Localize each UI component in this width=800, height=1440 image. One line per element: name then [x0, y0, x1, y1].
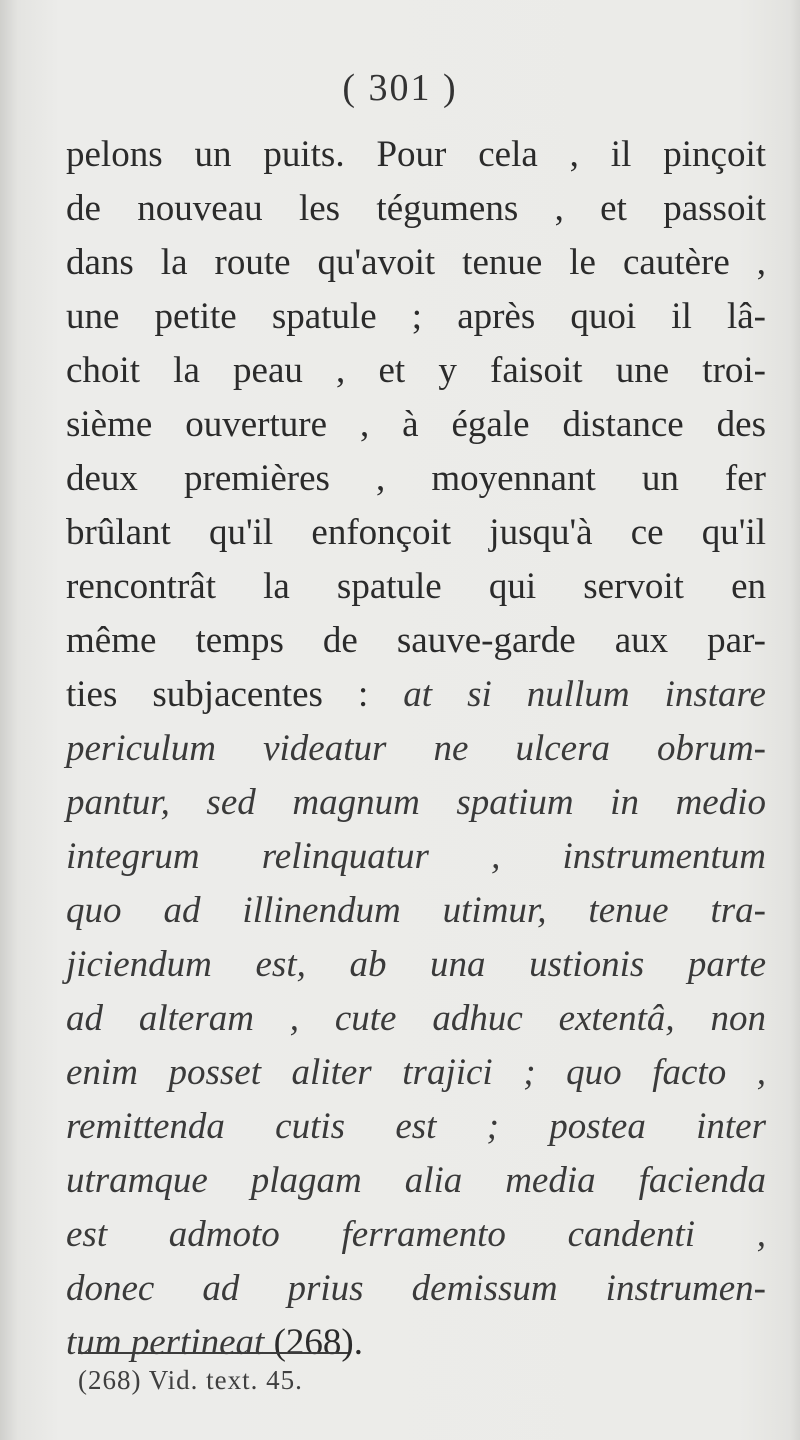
text-line: deux premières , moyennant un fer	[66, 458, 766, 499]
text-line-italic: remittenda cutis est ; postea inter	[66, 1106, 766, 1147]
text-line-italic: enim posset aliter trajici ; quo facto ,	[66, 1052, 766, 1093]
footnote: (268) Vid. text. 45.	[78, 1365, 303, 1395]
text-line: une petite spatule ; après quoi il lâ-	[66, 296, 766, 337]
text-roman: ties subjacentes :	[66, 674, 369, 715]
text-line: sième ouverture , à égale distance des	[66, 404, 766, 445]
page-number: ( 301 )	[342, 67, 458, 109]
text-line: pelons un puits. Pour cela , il pinçoit	[66, 134, 766, 175]
text-line-italic: quo ad illinendum utimur, tenue tra-	[66, 890, 766, 931]
text-line: choit la peau , et y faisoit une troi-	[66, 350, 766, 391]
text-line-italic: ad alteram , cute adhuc extentâ, non	[66, 998, 766, 1039]
text-line-italic: pantur, sed magnum spatium in medio	[66, 782, 766, 823]
text-italic: at si nullum instare	[368, 674, 766, 715]
text-line-italic: utramque plagam alia media facienda	[66, 1160, 766, 1201]
text-italic: tum pertineat	[66, 1322, 265, 1363]
text-line-italic: donec ad prius demissum instrumen-	[66, 1268, 766, 1309]
text-line: de nouveau les tégumens , et passoit	[66, 188, 766, 229]
footnote-rule	[78, 1352, 348, 1354]
text-line: brûlant qu'il enfonçoit jusqu'à ce qu'il	[66, 512, 766, 553]
text-line-mixed	[66, 668, 766, 722]
text-line-italic: jiciendum est, ab una ustionis parte	[66, 944, 766, 985]
text-line-italic: integrum relinquatur , instrumentum	[66, 836, 766, 877]
body-text	[66, 128, 766, 1370]
text-line-italic: periculum videatur ne ulcera obrum-	[66, 728, 766, 769]
footnote-reference: (268).	[264, 1322, 363, 1363]
text-line: dans la route qu'avoit tenue le cautère ,	[66, 242, 766, 283]
text-line-italic: est admoto ferramento candenti ,	[66, 1214, 766, 1255]
text-line: rencontrât la spatule qui servoit en	[66, 566, 766, 607]
text-line: même temps de sauve-garde aux par-	[66, 620, 766, 661]
